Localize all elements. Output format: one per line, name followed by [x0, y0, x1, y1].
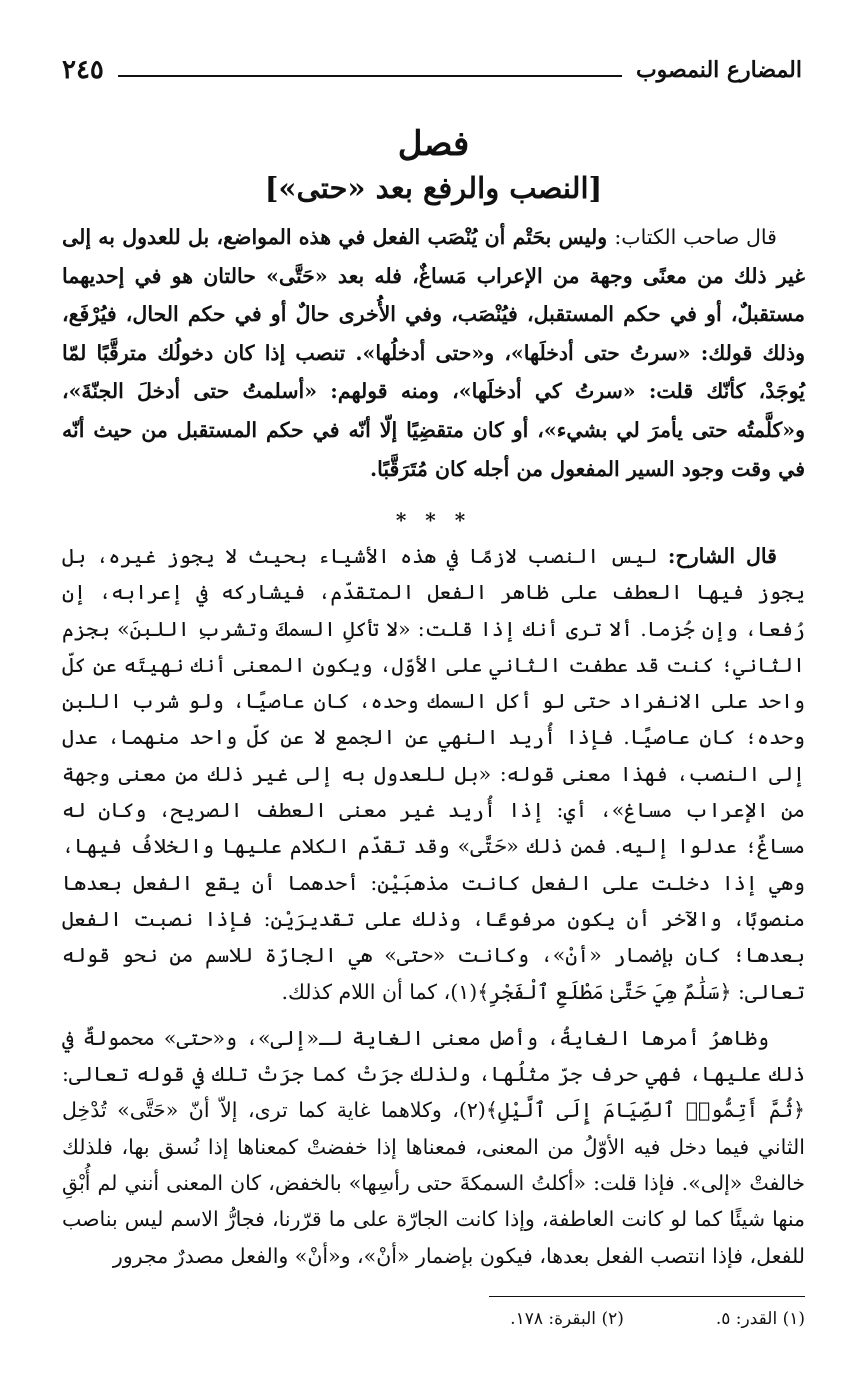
footnote-rule [489, 1296, 805, 1297]
commentary-speaker: قال الشارح: [667, 544, 777, 568]
section-separator: * * * [395, 508, 472, 532]
commentary-text [62, 538, 805, 1274]
matn-lead: قال صاحب الكتاب: [614, 225, 777, 249]
matn-paragraph [62, 218, 805, 488]
page-number: ٢٤٥ [62, 55, 104, 85]
header-rule [118, 75, 622, 77]
footnote-1: (١) القدر: ٥. [715, 1309, 805, 1329]
running-title: المضارع النمصوب [635, 57, 802, 83]
commentary-paragraph [62, 538, 805, 1010]
running-header [62, 50, 802, 90]
footnote-2: (٢) البقرة: ١٧٨. [510, 1309, 624, 1329]
matn-body: وليس بحَتْم أن يُنْصَب الفعل في هذه المواضع، بل للعدول به إلى غير ذلك من معنًى وجهة من الإعراب مَساغٌ، فله بعد «حَتَّى» حالتان هو في إحديهما مستقبلٌ، أو في حكم المستقبل، فيُنْصَب، وفي الأُخرى حالٌ أو في حكم الحال، فيُرْفَع، وذلك قولك: «سرتُ حتى أدخلَها»، و«حتى أدخلُها». تنصب إذا كان دخولُك مترقَّبًا لمّا يُوجَدْ، كأنّك قلت: «سرتُ كي أدخلَها»، ومنه قولهم: «أسلمتُ حتى أدخلَ الجنّةَ»، و«كلَّمتُه حتى يأمرَ لي بشيء»، أو كان متقضِيًا إلّا أنّه في حكم المستقبل من حيث أنّه في وقت وجود السير المفعول من أجله كان مُتَرَقَّبًا. [62, 225, 805, 481]
section-subtitle: [النصب والرفع بعد «حتى»] [264, 171, 603, 205]
matn-text [62, 218, 805, 488]
footnotes [62, 1304, 805, 1334]
section-title: فصل [397, 124, 470, 164]
commentary-paragraph: وظاهرُ أمرها الغايةُ، وأصل معنى الغاية لـ«إلى»، و«حتى» محمولةٌ في ذلك عليها، فهي حرف جرّ مثلُها، ولذلك جرَتْ كما جرَتْ تلك في قوله تعالى: ﴿ثُمَّ أَتِمُّوا۟ ٱلصِّيَامَ إِلَى ٱلَّيْلِ﴾(٢)، وكلاهما غاية كما ترى، إلاّ أنّ «حَتَّى» تُدْخِل الثاني فيما دخل فيه الأوّلُ من المعنى، فمعناها إذا خفضتْ كمعناها إذا نُسق بها، فلذلك خالفتْ «إلى». فإذا قلت: «أكلتُ السمكةَ حتى رأسِها» بالخفض، كان المعنى أنني لم أُبْقِ منها شيئًا كما لو كانت العاطفة، وإذا كانت الجارّة على ما قرّرنا، فجارُّ الاسم ليس بناصب للفعل، فإذا انتصب الفعل بعدها، فيكون بإضمار «أنْ»، و«أنْ» والفعل مصدرٌ مجرور [62, 1025, 805, 1268]
commentary-body-1: ليس النصب لازمًا في هذه الأشياء بحيث لا يجوز غيره، بل يجوز فيها العطف على ظاهر الفعل المتقدّم، فيشاركه في إعرابه، إن رُفعا، وإن جُزما. ألا ترى أنك إذا قلت: «لا تأكلِ السمكَ وتشربِ اللبنَ» بجزم الثاني؛ كنت قد عطفت الثاني على الأوّل، ويكون المعنى أنك نهيتَه عن كلّ واحد على الانفراد حتى لو أكل السمك وحده، كان عاصيًا، ولو شرب اللبن وحده؛ كان عاصيًا. فإذا أُريد النهي عن الجمع لا عن كلّ واحد منهما، عدل إلى النصب، فهذا معنى قوله: «بل للعدول به إلى غير ذلك من معنى وجهة من الإعراب مساغ»، أي: إذا أُريد غير معنى العطف الصريح، وكان له مساغٌ؛ عدلوا إليه. فمن ذلك «حَتَّى» وقد تقدّم الكلام عليها والخلافُ فيها، وهي إذا دخلت على الفعل كانت مذهبَيْن: أحدهما أن يقع الفعل بعدها منصوبًا، والآخر أن يكون مرفوعًا، وذلك على تقديرَيْن: فإذا نصبت الفعل بعدها؛ كان بإضمار «أنْ»، وكانت «حتى» هي الجارّة للاسم من نحو قوله تعالى: ﴿سَلَٰمٌ هِيَ حَتَّىٰ مَطْلَعِ ٱلْفَجْرِ﴾(١)، كما أن اللام كذلك. [62, 544, 806, 1004]
